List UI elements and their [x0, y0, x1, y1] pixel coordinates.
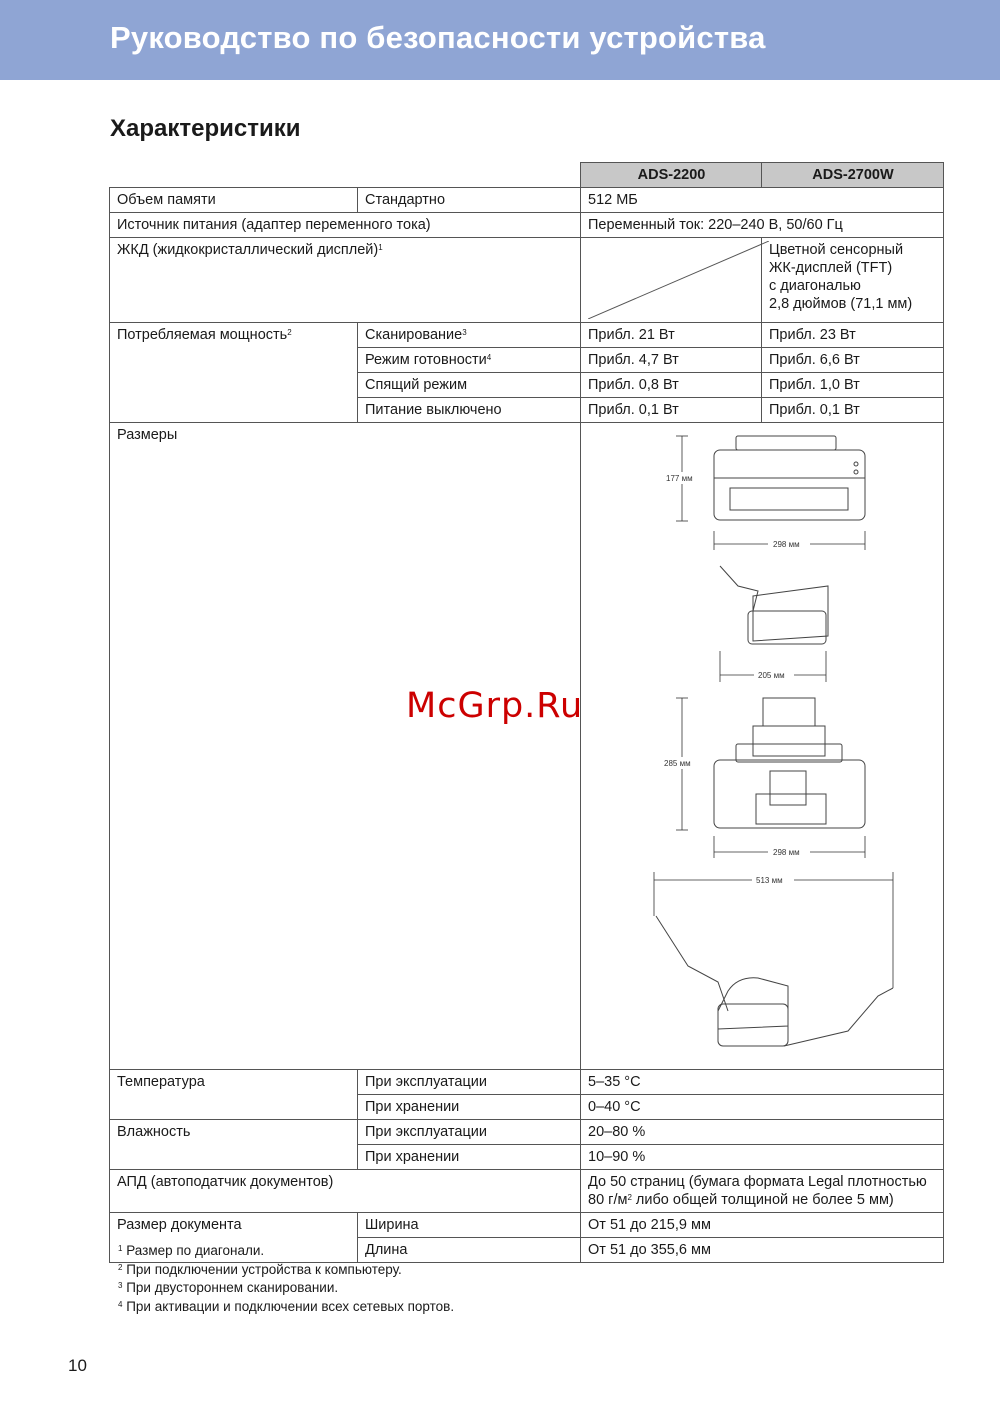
row-label: Размер документа — [110, 1213, 358, 1263]
cell-value: 20–80 % — [581, 1120, 944, 1145]
cell-value: Прибл. 1,0 Вт — [762, 373, 944, 398]
scanner-dimension-drawings — [588, 426, 950, 1061]
row-label: Объем памяти — [110, 188, 358, 213]
row-sublabel: При хранении — [358, 1145, 581, 1170]
cell-value: Прибл. 0,1 Вт — [762, 398, 944, 423]
diagonal-line — [588, 241, 769, 319]
footnote: $^3$ При двустороннем сканировании. — [118, 1280, 339, 1295]
row-label: Размеры — [110, 423, 581, 1070]
cell-value: 10–90 % — [581, 1145, 944, 1170]
not-applicable-cell — [581, 238, 762, 323]
cell-value: До 50 страниц (бумага формата Legal плотностью 80 $г/м^2$ либо общей толщиной не более 5 мм) — [581, 1170, 944, 1213]
table-row — [110, 423, 944, 1070]
cell-value: 512 МБ — [581, 188, 944, 213]
watermark: McGrp.Ru — [406, 686, 584, 726]
cell-value: От 51 до 355,6 мм — [581, 1238, 944, 1263]
open-depth-label: 513 мм — [756, 876, 783, 885]
footnote: $^1$ Размер по диагонали. — [118, 1243, 265, 1258]
open-front-view-drawing — [714, 698, 865, 828]
cell-value: От 51 до 215,9 мм — [581, 1213, 944, 1238]
cell-value: Прибл. 6,6 Вт — [762, 348, 944, 373]
front-width-label: 298 мм — [773, 540, 800, 549]
section-title: Характеристики — [110, 115, 301, 142]
footnote: $^2$ При подключении устройства к компьютеру. — [118, 1261, 402, 1277]
cell-value: Прибл. 0,8 Вт — [581, 373, 762, 398]
side-depth-label: 205 мм — [758, 671, 785, 680]
row-sublabel: При эксплуатации — [358, 1120, 581, 1145]
front-view-drawing — [714, 436, 865, 520]
table-row — [110, 213, 944, 238]
cell-value: 0–40 °C — [581, 1095, 944, 1120]
cell-value: Прибл. 4,7 Вт — [581, 348, 762, 373]
footnote: $^4$ При активации и подключении всех сетевых портов. — [118, 1298, 455, 1314]
row-label: Источник питания (адаптер переменного тока) — [110, 213, 581, 238]
row-label: Температура — [110, 1070, 358, 1120]
table-row — [110, 1170, 944, 1213]
row-sublabel: Длина — [358, 1238, 581, 1263]
row-label: Потребляемая мощность$^2$ — [110, 323, 358, 423]
row-sublabel: Режим готовности$^4$ — [358, 348, 581, 373]
column-header-ads2700w: ADS-2700W — [762, 163, 944, 188]
row-label: ЖКД (жидкокристаллический дисплей)$^1$ — [110, 238, 581, 323]
row-sublabel: Сканирование$^3$ — [358, 323, 581, 348]
row-sublabel: Стандартно — [358, 188, 581, 213]
dimensions-drawings — [581, 423, 944, 1070]
cell-value: 5–35 °C — [581, 1070, 944, 1095]
header-banner — [0, 0, 1000, 80]
row-sublabel: При эксплуатации — [358, 1070, 581, 1095]
table-row — [110, 1120, 944, 1145]
cell-value: Переменный ток: 220–240 В, 50/60 Гц — [581, 213, 944, 238]
table-row — [110, 188, 944, 213]
table-header-row — [110, 163, 944, 188]
page-title: Руководство по безопасности устройства — [110, 20, 766, 55]
footnotes — [118, 1242, 454, 1316]
row-label: Влажность — [110, 1120, 358, 1170]
row-sublabel: Спящий режим — [358, 373, 581, 398]
table-row — [110, 1070, 944, 1095]
open-width-label: 298 мм — [773, 848, 800, 857]
row-sublabel: Питание выключено — [358, 398, 581, 423]
table-row — [110, 238, 944, 323]
row-sublabel: Ширина — [358, 1213, 581, 1238]
cell-value: Цветной сенсорный ЖК-дисплей (TFT) с диагональю 2,8 дюймов (71,1 мм) — [762, 238, 944, 323]
page-number: 10 — [68, 1356, 87, 1375]
column-header-ads2200: ADS-2200 — [581, 163, 762, 188]
side-view-drawing — [720, 566, 828, 644]
row-label: АПД (автоподатчик документов) — [110, 1170, 581, 1213]
table-row — [110, 323, 944, 348]
open-height-label: 285 мм — [664, 759, 691, 768]
cell-value: Прибл. 23 Вт — [762, 323, 944, 348]
open-side-view-drawing — [656, 916, 893, 1046]
row-sublabel: При хранении — [358, 1095, 581, 1120]
table-row — [110, 1213, 944, 1238]
cell-value: Прибл. 21 Вт — [581, 323, 762, 348]
front-height-label: 177 мм — [666, 474, 693, 483]
cell-value: Прибл. 0,1 Вт — [581, 398, 762, 423]
